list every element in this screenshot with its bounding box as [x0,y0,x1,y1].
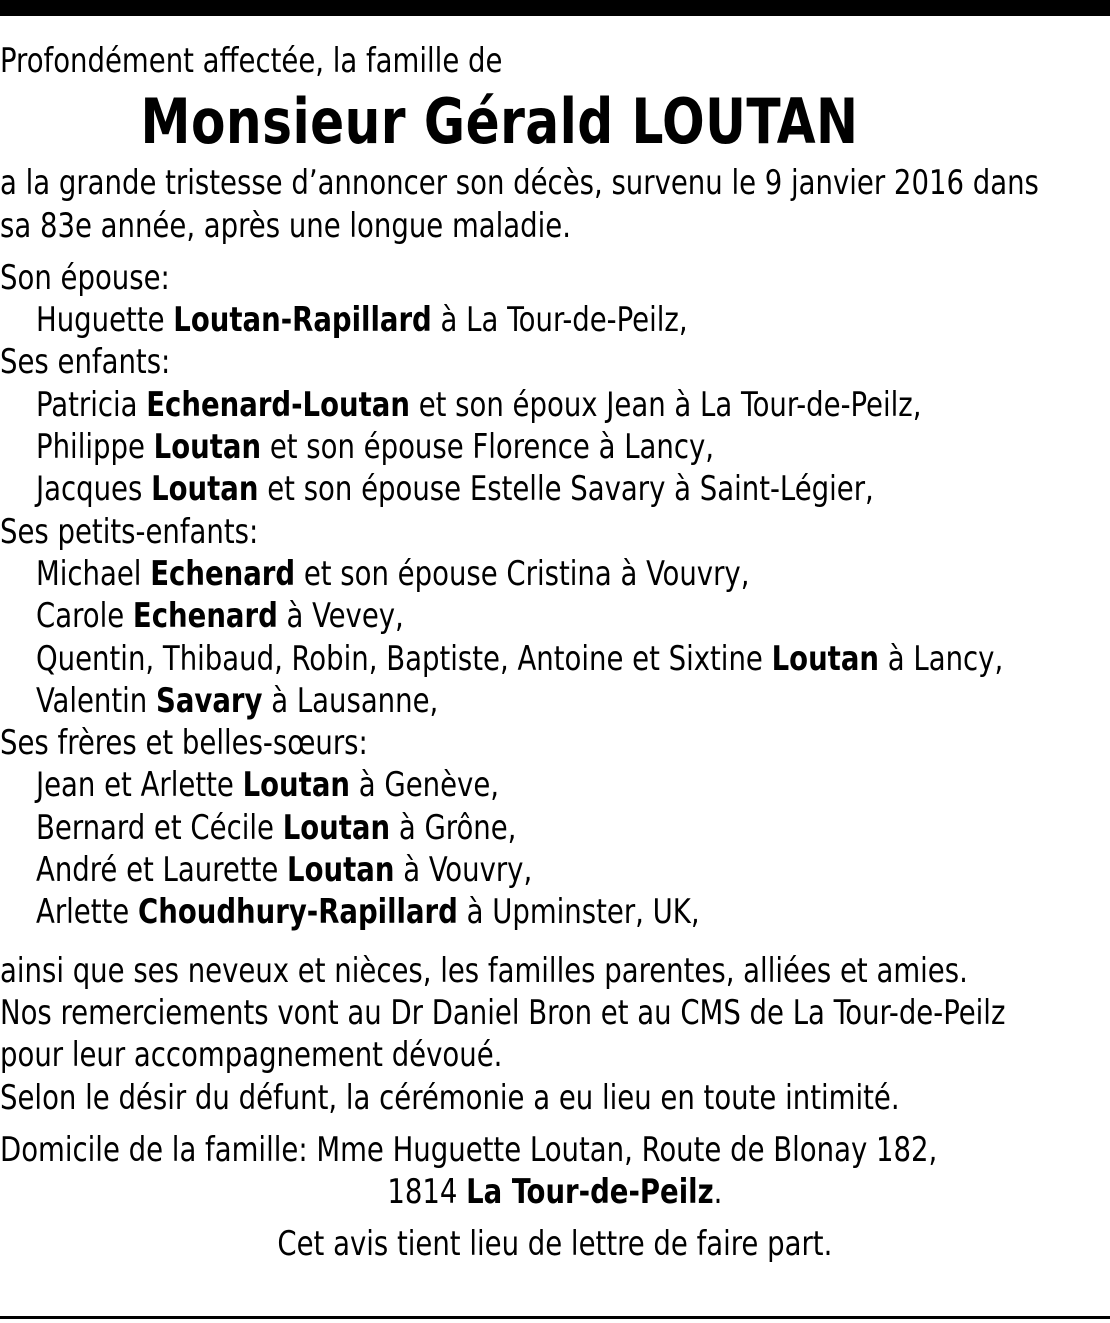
family-name: Loutan [242,765,351,806]
entry-details: à Vevey, [286,596,404,637]
first-names: Jean et Arlette [36,765,234,806]
domicile-address [0,1171,1110,1213]
entry-details: à La Tour-de-Peilz, [440,300,688,341]
family-entry [0,680,999,722]
first-names: Carole [36,596,125,637]
footer-note: Cet avis tient lieu de lettre de faire part. [277,1224,833,1265]
closing-line-3: pour leur accompagnement dévoué. [0,1035,503,1076]
entry-details: et son épouse Cristina à Vouvry, [303,553,750,594]
grandchildren-heading: Ses petits-enfants: [0,511,259,552]
intro-line: Profondément affectée, la famille de [0,41,503,81]
first-names: Michael [36,553,142,594]
entry-details: à Genève, [358,765,500,806]
first-names: André et Laurette [36,850,279,891]
family-name: Loutan [151,469,259,510]
family-name: Loutan-Rapillard [173,300,432,341]
first-names: Huguette [36,300,165,341]
family-entry [0,595,999,637]
family-entry [0,384,999,426]
closing-line-4: Selon le désir du défunt, la cérémonie a eu lieu en toute intimité. [0,1077,900,1118]
entry-details: à Upminster, UK, [466,892,700,933]
entry-details: à Grône, [398,807,517,848]
family-name: Loutan [282,807,391,848]
family-entry [0,426,999,468]
family-name: Echenard-Loutan [146,384,410,425]
first-names: Patricia [36,384,138,425]
family-name: Savary [156,680,263,721]
deceased-name-title: Monsieur Gérald LOUTAN [140,85,859,159]
children-heading: Ses enfants: [0,342,171,383]
first-names: Bernard et Cécile [36,807,274,848]
family-entry [0,299,999,341]
entry-details: à Lancy, [887,638,1004,679]
domicile-line: Domicile de la famille: Mme Huguette Loutan, Route de Blonay 182, [0,1129,938,1170]
postcode: 1814 [387,1172,458,1213]
family-name: Echenard [132,596,278,637]
entry-details: à Lausanne, [271,680,439,721]
entry-details: à Vouvry, [403,850,533,891]
announcement-line-1: a la grande tristesse d’annoncer son décès, survenu le 9 janvier 2016 dans [0,163,1039,204]
top-border-bar [0,0,1110,16]
first-names: Jacques [36,469,143,510]
family-entry [0,764,999,806]
family-name: Loutan [287,850,395,891]
bottom-border-line [0,1316,1110,1319]
siblings-heading: Ses frères et belles-sœurs: [0,723,368,764]
first-names: Quentin, Thibaud, Robin, Baptiste, Antoine et Sixtine [36,638,763,679]
obituary-notice [0,40,1039,1266]
first-names: Philippe [36,427,145,468]
closing-line-2: Nos remerciements vont au Dr Daniel Bron et au CMS de La Tour-de-Peilz [0,992,1006,1033]
family-entry [0,553,999,595]
family-name: Loutan [153,427,262,468]
family-entry [0,638,1004,680]
first-names: Valentin [36,680,148,721]
spouse-heading: Son épouse: [0,257,170,298]
family-name: Echenard [150,553,296,594]
entry-details: et son épouse Florence à Lancy, [269,427,715,468]
family-entry [0,891,999,933]
family-entry [0,807,999,849]
period: . [713,1172,723,1213]
family-name: Loutan [771,638,880,679]
city: La Tour-de-Peilz [466,1172,714,1213]
family-entry [0,468,999,510]
closing-line-1: ainsi que ses neveux et nièces, les familles parentes, alliées et amies. [0,950,968,991]
entry-details: et son épouse Estelle Savary à Saint-Légier, [267,469,874,510]
family-name: Choudhury-Rapillard [138,892,458,933]
entry-details: et son époux Jean à La Tour-de-Peilz, [418,384,922,425]
family-entry [0,849,999,891]
first-names: Arlette [36,892,130,933]
announcement-line-2: sa 83e année, après une longue maladie. [0,205,571,246]
